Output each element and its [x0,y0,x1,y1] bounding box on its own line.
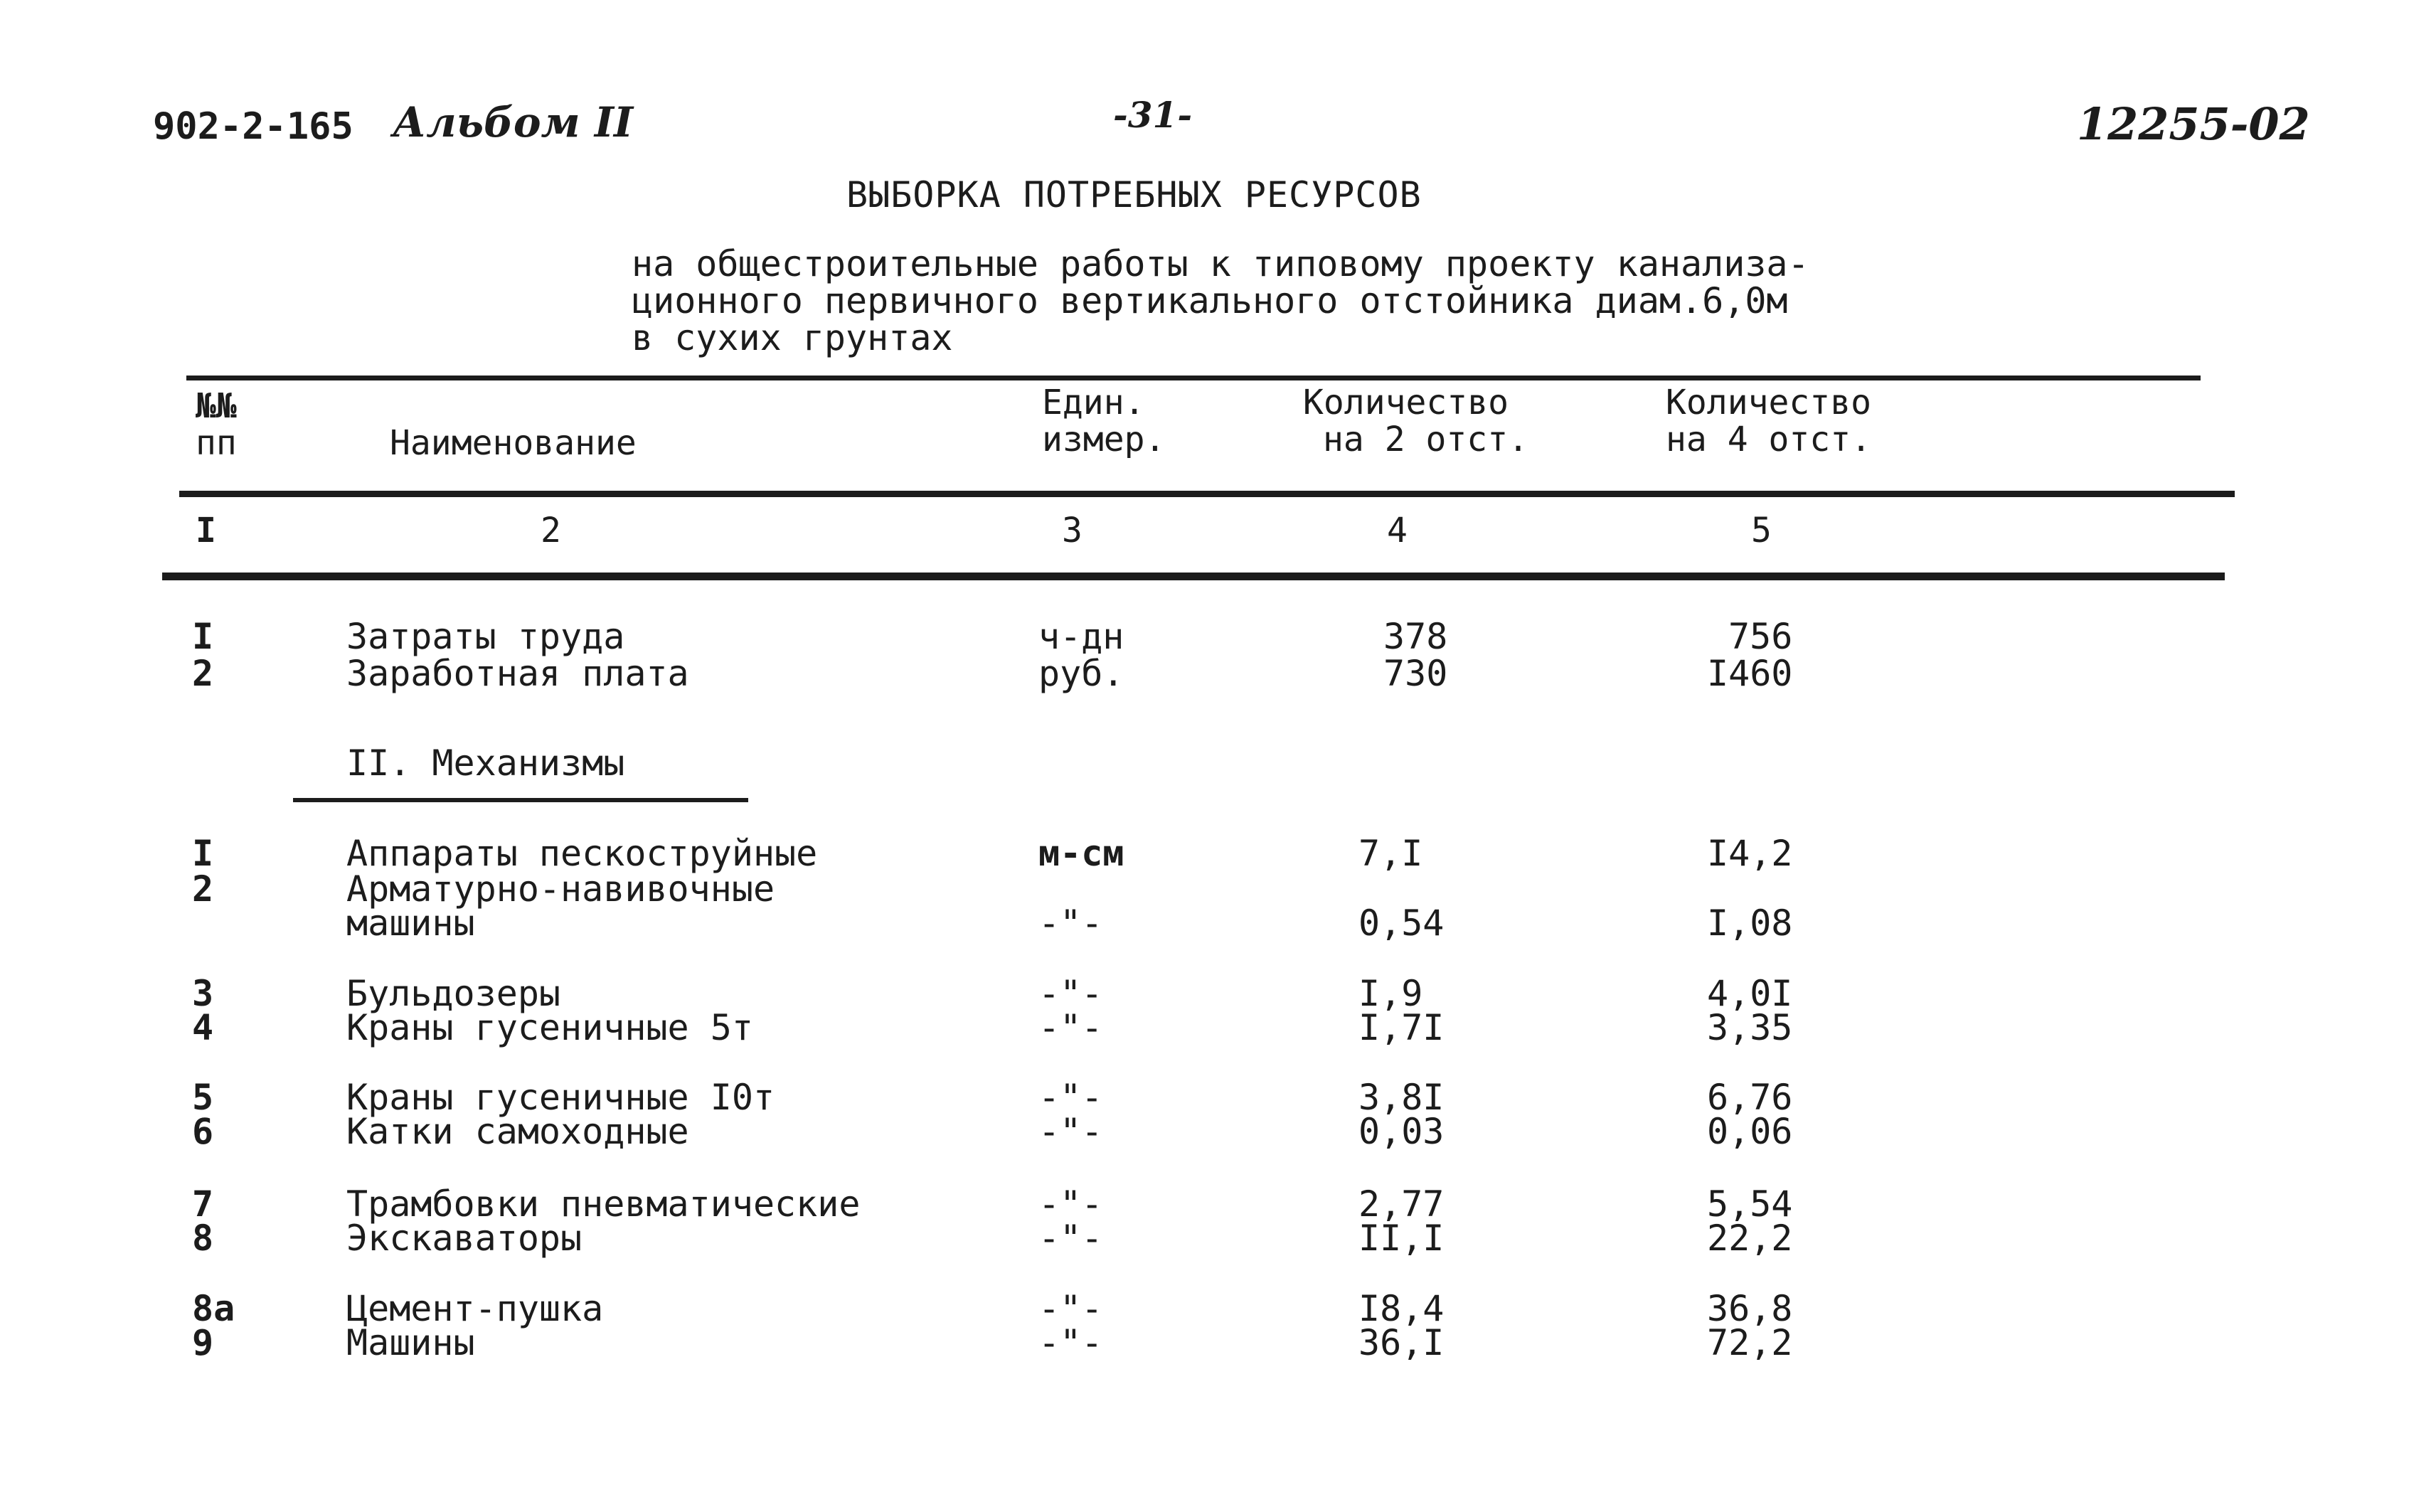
machine-row-4-num: 4 [192,1007,214,1048]
machine-row-3-q4: 4,0I [1707,973,1793,1014]
machine-row-9-name: Цемент-пушка [346,1288,604,1329]
subtitle-line-3: в сухих грунтах [632,317,953,358]
header-col3-line1: Един. [1042,383,1145,422]
subtitle-line-1: на общестроительные работы к типовому проекту канализа- [632,243,1809,284]
machine-row-2-unit: -"- [1038,903,1103,944]
labor-row-1-q4: 756 [1728,616,1793,657]
column-number-3: 3 [1062,511,1083,550]
column-number-4: 4 [1387,511,1408,550]
machine-row-9-unit: -"- [1038,1288,1103,1329]
machine-row-10-name: Машины [346,1322,475,1363]
labor-row-1-unit: ч-дн [1038,616,1124,657]
header-col1-line1: №№ [196,386,237,426]
machine-row-10-num: 9 [192,1322,214,1363]
header-col3-line2: измер. [1042,420,1166,459]
machine-row-7-q2: 2,77 [1358,1183,1445,1225]
labor-row-2-q2: 730 [1383,653,1448,694]
machine-row-4-name: Краны гусеничные 5т [346,1007,753,1048]
machine-row-10-unit: -"- [1038,1322,1103,1363]
sheet-code: 12255-02 [2077,98,2310,150]
machine-row-8-unit: -"- [1038,1218,1103,1259]
machine-row-5-q2: 3,8I [1358,1077,1445,1118]
machine-row-7-num: 7 [192,1183,214,1225]
machine-row-1-unit: м-см [1038,833,1124,874]
page-title: ВЫБОРКА ПОТРЕБНЫХ РЕСУРСОВ [846,174,1422,215]
machine-row-4-unit: -"- [1038,1007,1103,1048]
machine-row-3-name: Бульдозеры [346,973,561,1014]
labor-row-2-num: 2 [192,653,214,694]
header-rule [179,491,2235,497]
machine-row-2-q2: 0,54 [1358,903,1445,944]
machine-row-5-name: Краны гусеничные I0т [346,1077,775,1118]
machine-row-6-name: Катки самоходные [346,1111,689,1152]
machine-row-5-num: 5 [192,1077,214,1118]
machine-row-2-num: 2 [192,868,214,910]
header-col4-line1: Количество [1303,383,1509,422]
machine-row-10-q4: 72,2 [1707,1322,1793,1363]
labor-row-2-name: Заработная плата [346,653,689,694]
subtitle-line-2: ционного первичного вертикального отстойника диам.6,0м [632,280,1788,321]
machine-row-1-num: I [192,833,214,874]
section-title-mechanisms: II. Механизмы [346,742,625,784]
machine-row-4-q2: I,7I [1358,1007,1445,1048]
labor-row-2-q4: I460 [1707,653,1793,694]
machine-row-3-num: 3 [192,973,214,1014]
column-number-5: 5 [1751,511,1772,550]
header-col5-line2: на 4 отст. [1666,420,1871,459]
header-col4-line2: на 2 отст. [1323,420,1528,459]
labor-row-2-unit: руб. [1038,653,1124,694]
machine-row-8-num: 8 [192,1218,214,1259]
header-col1-line2: пп [196,423,237,463]
machine-row-1-name: Аппараты пескоструйные [346,833,818,874]
header-col2: Наименование [390,423,637,463]
machine-row-6-q2: 0,03 [1358,1111,1445,1152]
machine-row-8-q4: 22,2 [1707,1218,1793,1259]
labor-row-1-name: Затраты труда [346,616,625,657]
machine-row-8-name: Экскаваторы [346,1218,583,1259]
machine-row-5-q4: 6,76 [1707,1077,1793,1118]
table-top-rule [186,376,2201,380]
section-underline [293,798,748,802]
labor-row-1-q2: 378 [1383,616,1448,657]
machine-row-2-q4: I,08 [1707,903,1793,944]
machine-row-8-q2: II,I [1358,1218,1445,1259]
machine-row-3-unit: -"- [1038,973,1103,1014]
machine-row-6-unit: -"- [1038,1111,1103,1152]
machine-row-9-q2: I8,4 [1358,1288,1445,1329]
machine-row-10-q2: 36,I [1358,1322,1445,1363]
document-code: 902-2-165 [153,105,353,148]
header-col5-line1: Количество [1666,383,1871,422]
page-number: -31- [1113,94,1193,136]
machine-row-3-q2: I,9 [1358,973,1423,1014]
machine-row-4-q4: 3,35 [1707,1007,1793,1048]
machine-row-6-q4: 0,06 [1707,1111,1793,1152]
machine-row-2-name: Арматурно-навивочные [346,868,775,910]
machine-row-7-name: Трамбовки пневматические [346,1183,861,1225]
machine-row-9-q4: 36,8 [1707,1288,1793,1329]
machine-row-1-q4: I4,2 [1707,833,1793,874]
machine-row-2-name-line2: машины [346,903,475,944]
labor-row-1-num: I [192,616,214,657]
column-number-2: 2 [541,511,561,550]
machine-row-6-num: 6 [192,1111,214,1152]
machine-row-7-unit: -"- [1038,1183,1103,1225]
machine-row-5-unit: -"- [1038,1077,1103,1118]
album-label: Альбом II [393,98,634,147]
machine-row-9-num: 8а [192,1288,235,1329]
machine-row-1-q2: 7,I [1358,833,1423,874]
column-number-rule [162,573,2225,580]
column-number-1: I [196,511,216,550]
machine-row-7-q4: 5,54 [1707,1183,1793,1225]
